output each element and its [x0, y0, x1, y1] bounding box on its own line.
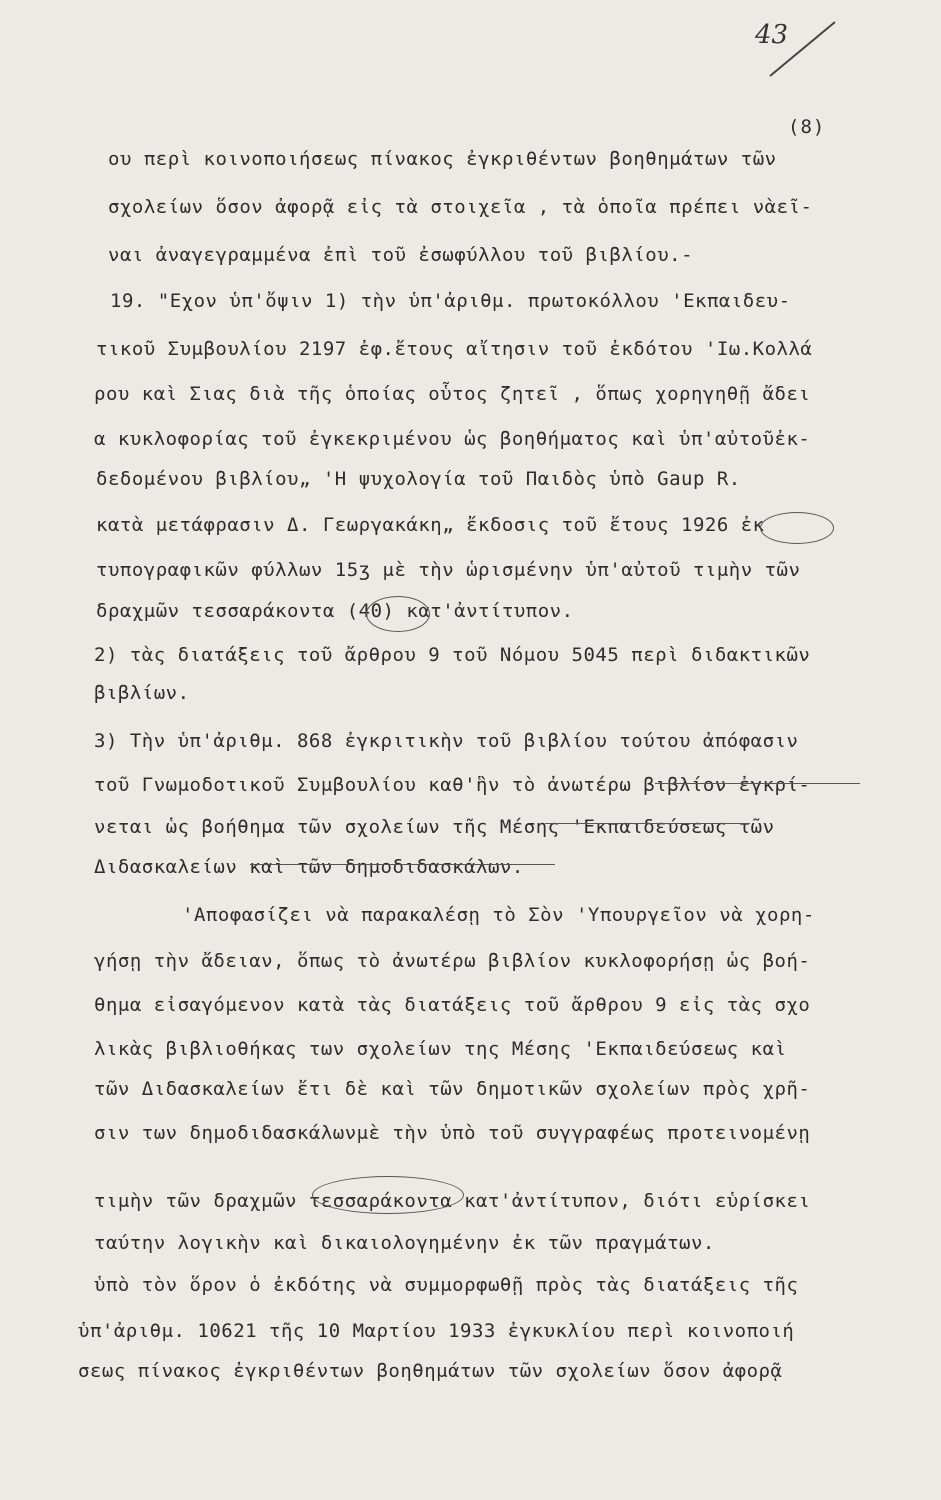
text-line: νεται ὡς βοήθημα τῶν σχολείων τῆς Μέσης 'Εκπαιδεύσεως τῶν — [94, 816, 775, 838]
circled-word-mark — [312, 1176, 464, 1214]
text-line: τοῦ Γνωμοδοτικοῦ Συμβουλίου καθ'ἣν τὸ ἀνωτέρω βιβλίον ἐγκρί- — [94, 774, 811, 796]
underline-mark — [655, 783, 860, 784]
text-line: 'Αποφασίζει νὰ παρακαλέσῃ τὸ Σὸν 'Υπουργεῖον νὰ χορη- — [182, 904, 815, 926]
text-line: ὑπ'ἀριθμ. 10621 τῆς 10 Μαρτίου 1933 ἐγκυκλίου περὶ κοινοποιή — [78, 1320, 795, 1342]
circled-year-mark — [760, 512, 834, 544]
text-line: βιβλίων. — [94, 682, 190, 704]
text-line: τιμὴν τῶν δραχμῶν τεσσαράκοντα κατ'ἀντίτυπον, διότι εὑρίσκει — [94, 1190, 811, 1212]
text-line: ναι ἀναγεγραμμένα ἐπὶ τοῦ ἐσωφύλλου τοῦ βιβλίου.- — [108, 244, 694, 266]
text-line: τικοῦ Συμβουλίου 2197 ἐφ.ἔτους αἴτησιν τοῦ ἐκδότου 'Ιω.Κολλά — [96, 338, 813, 360]
underline-mark — [545, 823, 750, 824]
text-line: ὑπὸ τὸν ὅρον ὁ ἐκδότης νὰ συμμορφωθῇ πρὸς τὰς διατάξεις τῆς — [94, 1274, 799, 1296]
underline-mark — [250, 864, 555, 865]
text-line: α κυκλοφορίας τοῦ ἐγκεκριμένου ὡς βοηθήματος καὶ ὑπ'αὐτοῦἐκ- — [94, 428, 811, 450]
text-line: τῶν Διδασκαλείων ἔτι δὲ καὶ τῶν δημοτικῶν σχολείων πρὸς χρῆ- — [94, 1078, 811, 1100]
text-line: τυπογραφικῶν φύλλων 15ʒ μὲ τὴν ὡρισμένην ὑπ'αὐτοῦ τιμὴν τῶν — [96, 559, 801, 581]
text-line: θημα εἰσαγόμενον κατὰ τὰς διατάξεις τοῦ ἄρθρου 9 εἰς τὰς σχο — [94, 994, 811, 1016]
circled-price-mark — [366, 596, 430, 632]
text-line: σχολείων ὅσον ἀφορᾷ εἰς τὰ στοιχεῖα , τὰ ὁποῖα πρέπει νὰεῖ- — [108, 196, 813, 218]
text-line: σιν των δημοδιδασκάλωνμὲ τὴν ὑπὸ τοῦ συγγραφέως προτεινομένῃ — [94, 1122, 811, 1144]
text-line: 19. "Εχον ὑπ'ὄψιν 1) τὴν ὑπ'ἀριθμ. πρωτοκόλλου 'Εκπαιδευ- — [110, 290, 791, 312]
text-line: δραχμῶν τεσσαράκοντα (40) κατ'ἀντίτυπον. — [96, 600, 574, 622]
text-line: ου περὶ κοινοποιήσεως πίνακος ἐγκριθέντων βοηθημάτων τῶν — [108, 148, 777, 170]
text-line: γήσῃ τὴν ἄδειαν, ὅπως τὸ ἀνωτέρω βιβλίον κυκλοφορήσῃ ὡς βοή- — [94, 950, 811, 972]
text-line: Διδασκαλείων καὶ τῶν δημοδιδασκάλων. — [94, 856, 524, 878]
text-line: ταύτην λογικὴν καὶ δικαιολογημένην ἐκ τῶν πραγμάτων. — [94, 1232, 715, 1254]
text-line: σεως πίνακος ἐγκριθέντων βοηθημάτων τῶν σχολείων ὅσον ἀφορᾷ — [78, 1360, 783, 1382]
folio-number: 43 — [755, 20, 789, 50]
page-number: (8) — [788, 116, 826, 138]
text-line: λικὰς βιβλιοθήκας των σχολείων της Μέσης 'Εκπαιδεύσεως καὶ — [94, 1038, 787, 1060]
text-line: δεδομένου βιβλίου„ 'Η ψυχολογία τοῦ Παιδὸς ὑπὸ Gaup R. — [96, 468, 741, 490]
text-line: 2) τὰς διατάξεις τοῦ ἄρθρου 9 τοῦ Νόμου 5045 περὶ διδακτικῶν — [94, 644, 811, 666]
text-line: ρου καὶ Σιας διὰ τῆς ὁποίας οὗτος ζητεῖ , ὅπως χορηγηθῇ ἄδει — [94, 383, 811, 405]
text-line: κατὰ μετάφρασιν Δ. Γεωργακάκη„ ἔκδοσις τοῦ ἔτους 1926 ἐκ — [96, 514, 765, 536]
text-line: 3) Τὴν ὑπ'ἀριθμ. 868 ἐγκριτικὴν τοῦ βιβλίου τούτου ἀπόφασιν — [94, 730, 799, 752]
